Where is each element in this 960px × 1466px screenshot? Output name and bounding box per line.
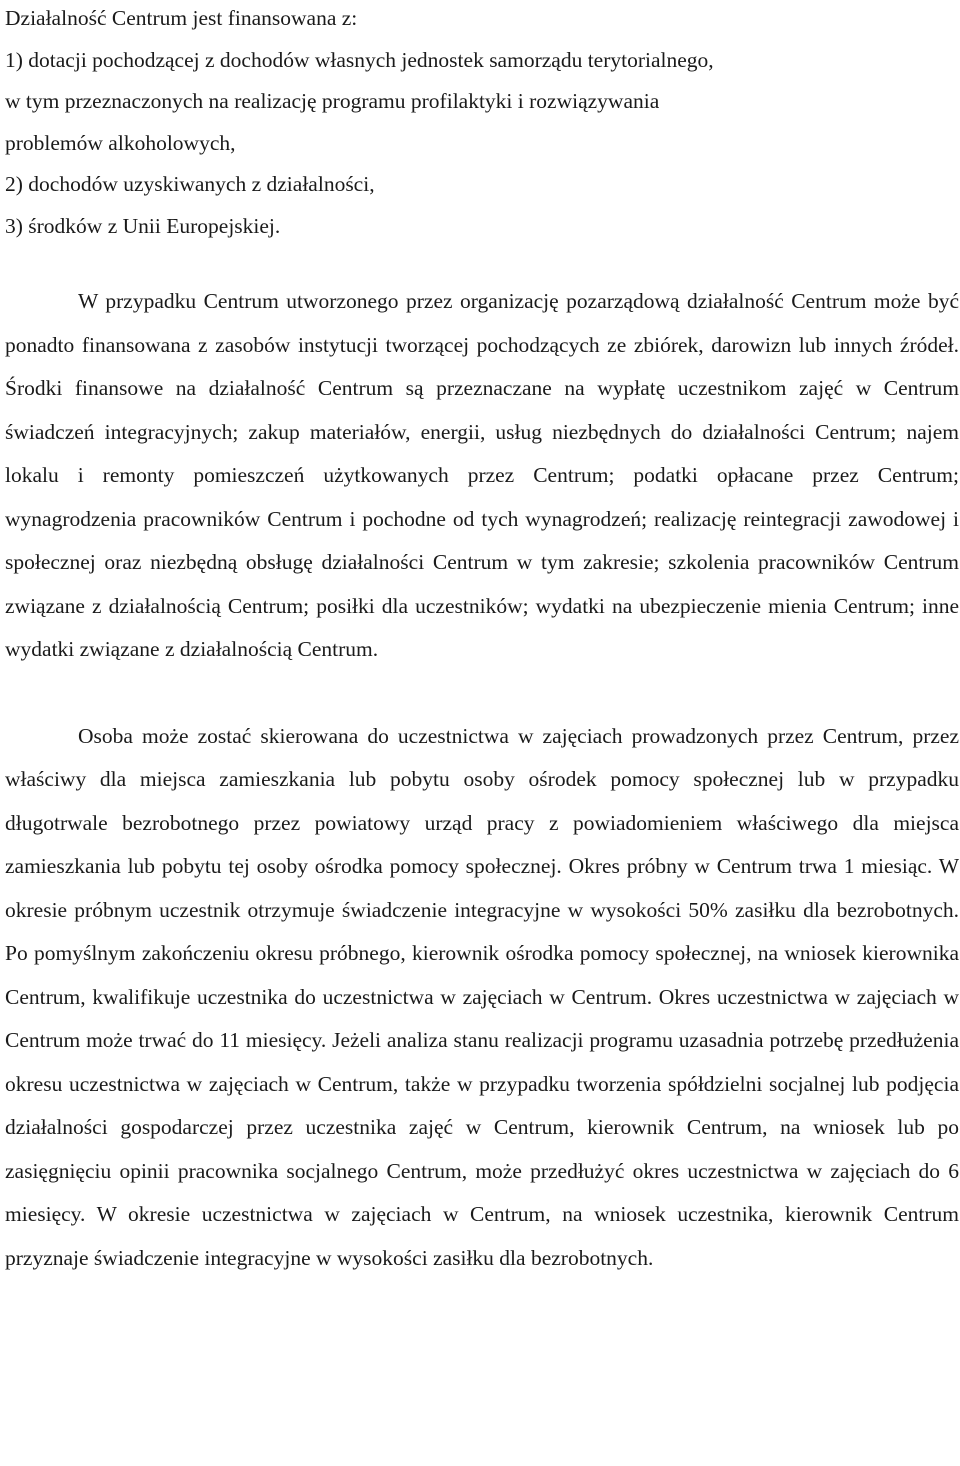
paragraph-ngo-funding-expenses: W przypadku Centrum utworzonego przez organizację pozarządową działalność Centrum może być ponadto finansowana z zasobów instytucji tworzącej pochodzących ze zbiórek, darowizn lub innych źródeł. Środki finansowe na działalność Centrum są przeznaczane na wypłatę uczestnikom zajęć w Centrum świadczeń integracyjnych; zakup materiałów, energii, usług niezbędnych do działalności Centrum; najem lokalu i remonty pomieszczeń użytkowanych przez Centrum; podatki opłacane przez Centrum; wynagrodzenia pracowników Centrum i pochodne od tych wynagrodzeń; realizację reintegracji zawodowej i społecznej oraz niezbędną obsługę działalności Centrum w tym zakresie; szkolenia pracowników Centrum związane z działalnością Centrum; posiłki dla uczestników; wydatki na ubezpieczenie mienia Centrum; inne wydatki związane z działalnością Centrum. xyxy=(5,289,959,661)
funding-item-2: 2) dochodów uzyskiwanych z działalności, xyxy=(5,172,375,196)
funding-item-1-line-1: 1) dotacji pochodzącej z dochodów własnych jednostek samorządu terytorialnego, xyxy=(5,47,714,72)
paragraph-participation-rules: Osoba może zostać skierowana do uczestnictwa w zajęciach prowadzonych przez Centrum, przez właściwy dla miejsca zamieszkania lub pobytu osoby ośrodek pomocy społecznej lub w przypadku długotrwale bezrobotnego przez powiatowy urząd pracy z powiadomieniem właściwego dla miejsca zamieszkania lub pobytu tej osoby ośrodka pomocy społecznej. Okres próbny w Centrum trwa 1 miesiąc. W okresie próbnym uczestnik otrzymuje świadczenie integracyjne w wysokości 50% zasiłku dla bezrobotnych. Po pomyślnym zakończeniu okresu próbnego, kierownik ośrodka pomocy społecznej, na wniosek kierownika Centrum, kwalifikuje uczestnika do uczestnictwa w zajęciach w Centrum. Okres uczestnictwa w zajęciach w Centrum może trwać do 11 miesięcy. Jeżeli analiza stanu realizacji programu uzasadnia potrzebę przedłużenia okresu uczestnictwa w zajęciach w Centrum, także w przypadku tworzenia spółdzielni socjalnej lub podjęcia działalności gospodarczej przez uczestnika zajęć w Centrum, kierownik Centrum, na wniosek lub po zasięgnięciu opinii pracownika socjalnego Centrum, może przedłużyć okres uczestnictwa w zajęciach do 6 miesięcy. W okresie uczestnictwa w zajęciach w Centrum, na wniosek uczestnika, kierownik Centrum przyznaje świadczenie integracyjne w wysokości zasiłku dla bezrobotnych. xyxy=(5,723,959,1270)
funding-heading: Działalność Centrum jest finansowana z: xyxy=(5,6,358,30)
funding-sources-list xyxy=(5,0,960,247)
funding-item-1-line-2: w tym przeznaczonych na realizację programu profilaktyki i rozwiązywania xyxy=(5,89,660,113)
funding-item-3: 3) środków z Unii Europejskiej. xyxy=(5,213,281,238)
funding-item-1-line-3: problemów alkoholowych, xyxy=(5,130,236,155)
